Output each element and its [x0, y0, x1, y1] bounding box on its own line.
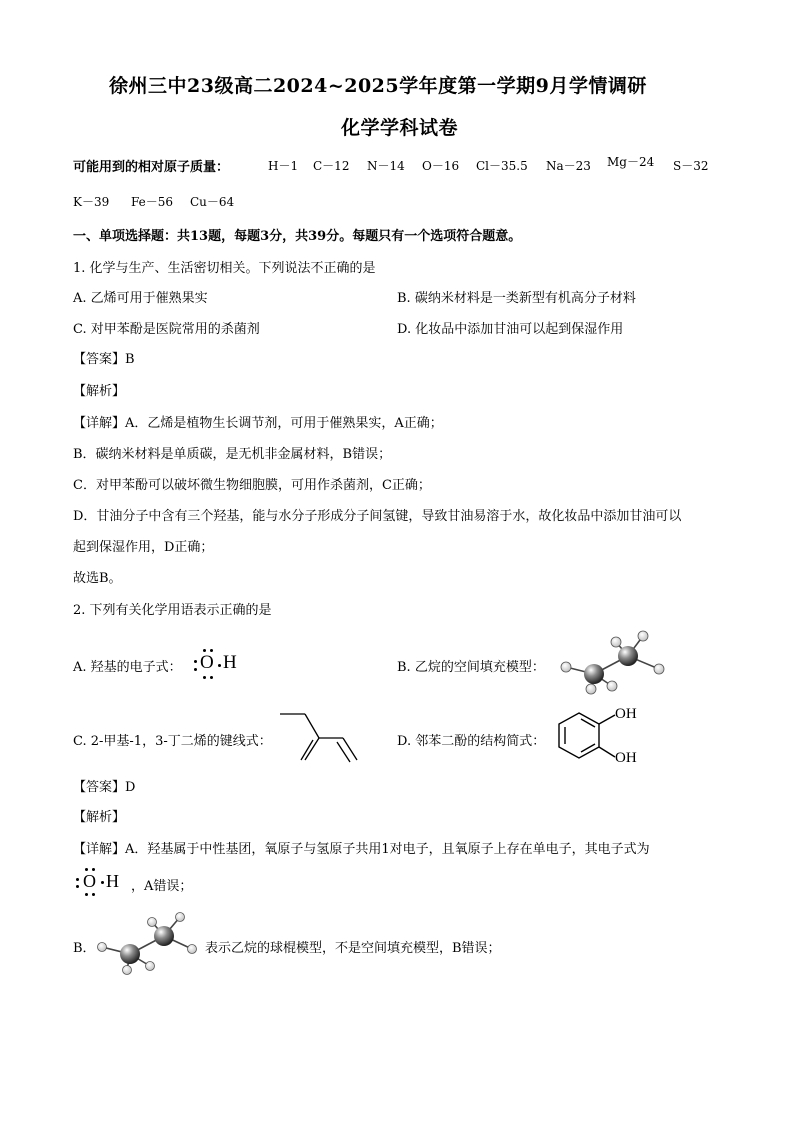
atomic-mass-mg: Mg－24 — [607, 155, 655, 169]
hydroxyl-electron-formula — [191, 648, 251, 682]
exam-title: 徐州三中23级高二2024~2025学年度第一学期9月学情调研 — [109, 75, 647, 97]
q1-option-a: A. 乙烯可用于催熟果实 — [73, 291, 208, 306]
q2-detail-a-end: ，A错误； — [131, 879, 193, 894]
atomic-mass-na: Na－23 — [546, 159, 591, 173]
hydroxyl-label-top: OH — [615, 706, 637, 722]
atomic-mass-cu: Cu－64 — [190, 195, 235, 209]
atomic-mass-cl: Cl－35.5 — [476, 159, 528, 173]
hydrogen-symbol-detail: H — [106, 871, 119, 891]
hydroxyl-electron-formula-detail — [73, 868, 133, 898]
q2-option-a: A. 羟基的电子式： — [73, 660, 182, 675]
q2-option-b: B. 乙烷的空间填充模型： — [397, 660, 545, 675]
atomic-mass-k: K－39 — [73, 195, 110, 209]
atomic-mass-n: N－14 — [367, 159, 405, 173]
q1-stem: 1. 化学与生产、生活密切相关。下列说法不正确的是 — [73, 261, 376, 276]
q2-detail-b: 表示乙烷的球棍模型，不是空间填充模型，B错误； — [205, 941, 501, 956]
q2-option-d: D. 邻苯二酚的结构简式： — [397, 734, 546, 749]
ethane-ball-stick-model — [555, 628, 670, 696]
q2-analysis-label: 【解析】 — [73, 810, 126, 825]
q1-conclusion: 故选B。 — [73, 571, 122, 586]
q1-option-b: B. 碳纳米材料是一类新型有机高分子材料 — [397, 291, 636, 306]
section-heading: 一、单项选择题：共13题，每题3分，共39分。每题只有一个选项符合题意。 — [73, 229, 522, 244]
q2-detail-b-prefix: B． — [73, 941, 96, 956]
atomic-mass-s: S－32 — [673, 159, 709, 173]
q1-detail-c: C．对甲苯酚可以破坏微生物细胞膜，可用作杀菌剂，C正确； — [73, 478, 431, 493]
hydroxyl-label-bottom: OH — [615, 750, 637, 766]
q2-stem: 2. 下列有关化学用语表示正确的是 — [73, 603, 272, 618]
q1-detail-a: 【详解】A．乙烯是植物生长调节剂，可用于催熟果实，A正确； — [73, 416, 443, 431]
hydrogen-symbol: H — [223, 652, 237, 673]
exam-subtitle: 化学学科试卷 — [341, 117, 459, 139]
q2-answer: 【答案】D — [73, 780, 136, 795]
oxygen-symbol-detail: O — [83, 871, 96, 891]
q1-detail-d-cont: 起到保湿作用，D正确； — [73, 540, 214, 555]
atomic-mass-fe: Fe－56 — [131, 195, 174, 209]
ethane-ball-stick-model-detail — [92, 910, 200, 976]
atomic-mass-label: 可能用到的相对原子质量： — [73, 160, 230, 175]
methylbutadiene-bond-line-formula — [275, 710, 365, 764]
q2-detail-a: 【详解】A．羟基属于中性基团，氧原子与氢原子共用1对电子，且氧原子上存在单电子，其电子式为 — [73, 842, 650, 857]
q1-analysis-label: 【解析】 — [73, 384, 126, 399]
q1-option-d: D. 化妆品中添加甘油可以起到保湿作用 — [397, 322, 624, 337]
atomic-mass-o: O－16 — [422, 159, 460, 173]
q1-detail-b: B．碳纳米材料是单质碳，是无机非金属材料，B错误； — [73, 447, 392, 462]
q1-option-c: C. 对甲苯酚是医院常用的杀菌剂 — [73, 322, 260, 337]
oxygen-symbol: O — [200, 652, 214, 673]
q2-option-c: C. 2-甲基-1，3-丁二烯的键线式： — [73, 734, 272, 749]
q1-detail-d: D．甘油分子中含有三个羟基，能与水分子形成分子间氢键，导致甘油易溶于水，故化妆品中添加甘油可以 — [73, 509, 682, 524]
atomic-mass-c: C－12 — [313, 159, 350, 173]
atomic-mass-h: H－1 — [268, 159, 299, 173]
q1-answer: 【答案】B — [73, 352, 135, 367]
